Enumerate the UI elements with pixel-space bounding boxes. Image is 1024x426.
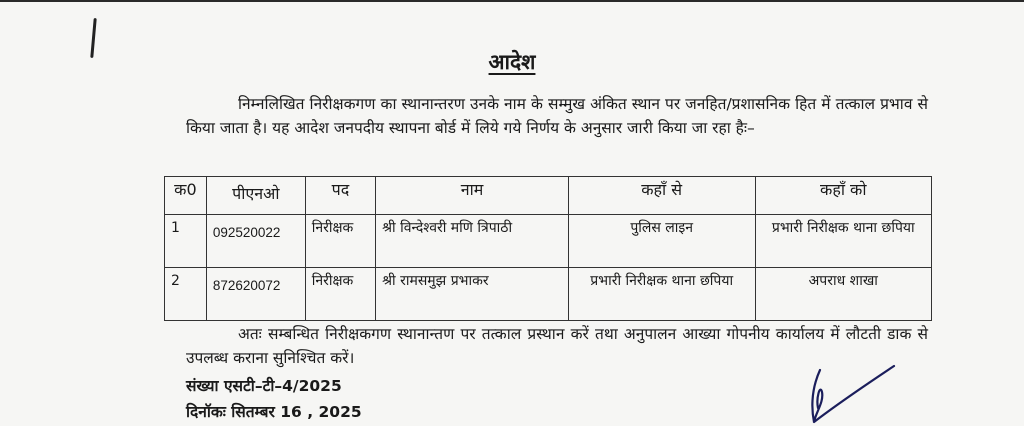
table-row: [165, 215, 932, 268]
header-from: कहाँ से: [568, 177, 755, 215]
header-name: नाम: [376, 177, 569, 215]
header-to: कहाँ को: [755, 177, 931, 215]
header-post: पद: [305, 177, 375, 215]
closing-paragraph: अतः सम्बन्धित निरीक्षकगण स्थानान्तण पर तत्काल प्रस्थान करें तथा अनुपालन आख्या गोपनीय कार्यालय में लौटती डाक से उपलब्ध कराना सुनिश्चित करें।: [186, 325, 928, 367]
table-row: [165, 268, 932, 321]
row-to: अपराध शाखा: [755, 268, 931, 321]
top-border-line: [0, 0, 1024, 2]
row-pno: 872620072: [206, 268, 305, 321]
row-from: प्रभारी निरीक्षक थाना छपिया: [568, 268, 755, 321]
header-serial: क0: [165, 177, 207, 215]
signature-image: [790, 362, 900, 426]
row-pno: 092520022: [206, 215, 305, 268]
order-number: संख्या एसटी–टी–4/2025: [186, 377, 342, 395]
table-header-row: [165, 177, 932, 215]
row-serial: 2: [165, 268, 207, 321]
row-to: प्रभारी निरीक्षक थाना छपिया: [755, 215, 931, 268]
row-post: निरीक्षक: [305, 268, 375, 321]
order-heading: आदेश: [488, 50, 536, 74]
row-name: श्री विन्देश्वरी मणि त्रिपाठी: [376, 215, 569, 268]
intro-paragraph: निम्नलिखित निरीक्षकगण का स्थानान्तरण उनके नाम के सम्मुख अंकित स्थान पर जनहित/प्रशासनिक हित में तत्काल प्रभाव से किया जाता है। यह आदेश जनपदीय स्थापना बोर्ड में लिये गये निर्णय के अनुसार जारी किया जा रहा हैः–: [186, 95, 928, 137]
order-date: दिनॉकः सितम्बर 16 , 2025: [186, 403, 362, 421]
transfer-table: [164, 176, 932, 321]
row-serial: 1: [165, 215, 207, 268]
row-post: निरीक्षक: [305, 215, 375, 268]
row-from: पुलिस लाइन: [568, 215, 755, 268]
row-name: श्री रामसमुझ प्रभाकर: [376, 268, 569, 321]
header-pno: पीएनओ: [206, 177, 305, 215]
